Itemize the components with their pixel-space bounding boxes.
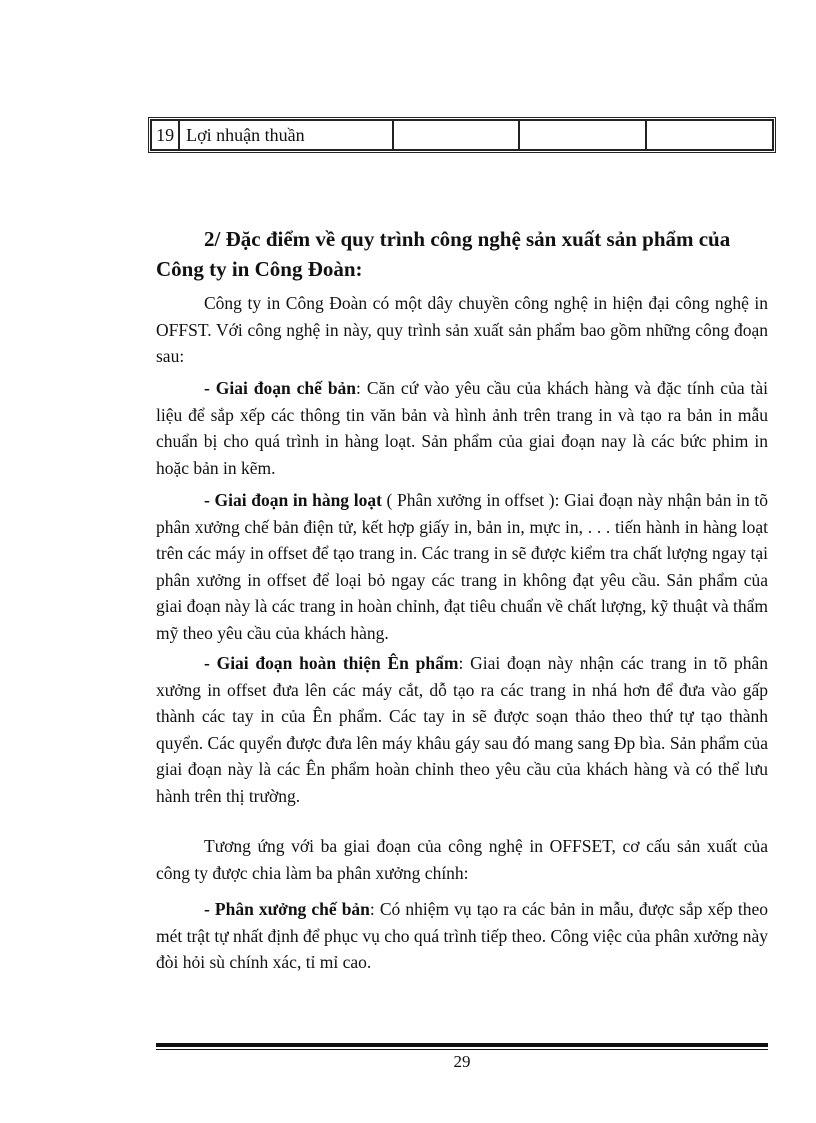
empty-cell	[519, 120, 646, 150]
row-label-cell: Lợi nhuận thuần	[179, 120, 392, 150]
prepress-workshop-text: : Có nhiệm vụ tạo ra các bản in mẫu, được sắp xếp theo mét trật tự nhất định để phục vụ cho quá trình tiếp theo. Công việc của phân xưởng này đòi hỏi sù chính xác, tỉ mỉ cao.	[156, 899, 768, 972]
section-heading	[156, 224, 768, 284]
empty-cell	[393, 120, 520, 150]
workshops-intro-paragraph	[156, 833, 768, 886]
mass-printing-stage-label: - Giai đoạn in hàng loạt	[204, 490, 382, 510]
intro-text: Công ty in Công Đoàn có một dây chuyền công nghệ in hiện đại công nghệ in OFFST. Với công nghệ in này, quy trình sản xuất sản phẩm bao gồm những công đoạn sau:	[156, 293, 768, 366]
page-number: 29	[453, 1052, 471, 1071]
mass-printing-stage-text: ( Phân xưởng in offset ): Giai đoạn này nhận bản in tõ phân xưởng chế bản điện tử, kết hợp giấy in, bản in, mực in, . . . tiến hành in hàng loạt trên các máy in offset để tạo trang in. Các trang in sẽ được kiểm tra chất lượng ngay tại phân xưởng in offset để loại bỏ ngay các trang in không đạt yêu cầu. Sản phẩm của giai đoạn này là các trang in hoàn chỉnh, đạt tiêu chuẩn về chất lượng, kỹ thuật và thẩm mỹ theo yêu cầu của khách hàng.	[156, 490, 768, 643]
finishing-stage-label: - Giai đoạn hoàn thiện Ên phẩm	[204, 653, 459, 673]
row-number-cell: 19	[151, 120, 179, 150]
mass-printing-stage-paragraph	[156, 487, 768, 646]
prepress-stage-text: : Căn cứ vào yêu cầu của khách hàng và đặc tính của tài liệu để sắp xếp các thông tin văn bản và hình ảnh trên trang in và tạo ra bản in mẫu chuẩn bị cho quá trình in hàng loạt. Sản phẩm của giai đoạn nay là các bức phim in hoặc bản in kẽm.	[156, 378, 768, 478]
finishing-stage-paragraph	[156, 650, 768, 809]
prepress-workshop-label: - Phân xưởng chế bản	[204, 899, 370, 919]
prepress-stage-paragraph	[156, 375, 768, 481]
profit-table	[148, 117, 776, 153]
section-heading-line-2: Công ty in Công Đoàn:	[156, 257, 363, 281]
workshops-intro-text: Tương ứng với ba giai đoạn của công nghệ in OFFSET, cơ cấu sản xuất của công ty được chia làm ba phân xưởng chính:	[156, 836, 768, 883]
prepress-workshop-paragraph	[156, 896, 768, 976]
empty-cell	[646, 120, 773, 150]
finishing-stage-text: : Giai đoạn này nhận các trang in tõ phân xưởng in offset đưa lên các máy cắt, dỗ tạo ra các trang in nhá hơn để đưa vào gấp thành các tay in của Ên phẩm. Các tay in sẽ được soạn thảo theo thứ tự tạo thành quyển. Các quyển được đưa lên máy khâu gáy sau đó mang sang Ðp bìa. Sản phẩm của giai đoạn này là các Ên phẩm hoàn chỉnh theo yêu cầu của khách hàng và có thể lưu hành trên thị trường.	[156, 653, 769, 806]
footer-divider	[156, 1043, 768, 1050]
intro-paragraph	[156, 290, 768, 370]
section-heading-line-1: 2/ Đặc điểm về quy trình công nghệ sản xuất sản phẩm của	[204, 227, 731, 251]
table-row	[151, 120, 773, 150]
prepress-stage-label: - Giai đoạn chế bản	[204, 378, 357, 398]
